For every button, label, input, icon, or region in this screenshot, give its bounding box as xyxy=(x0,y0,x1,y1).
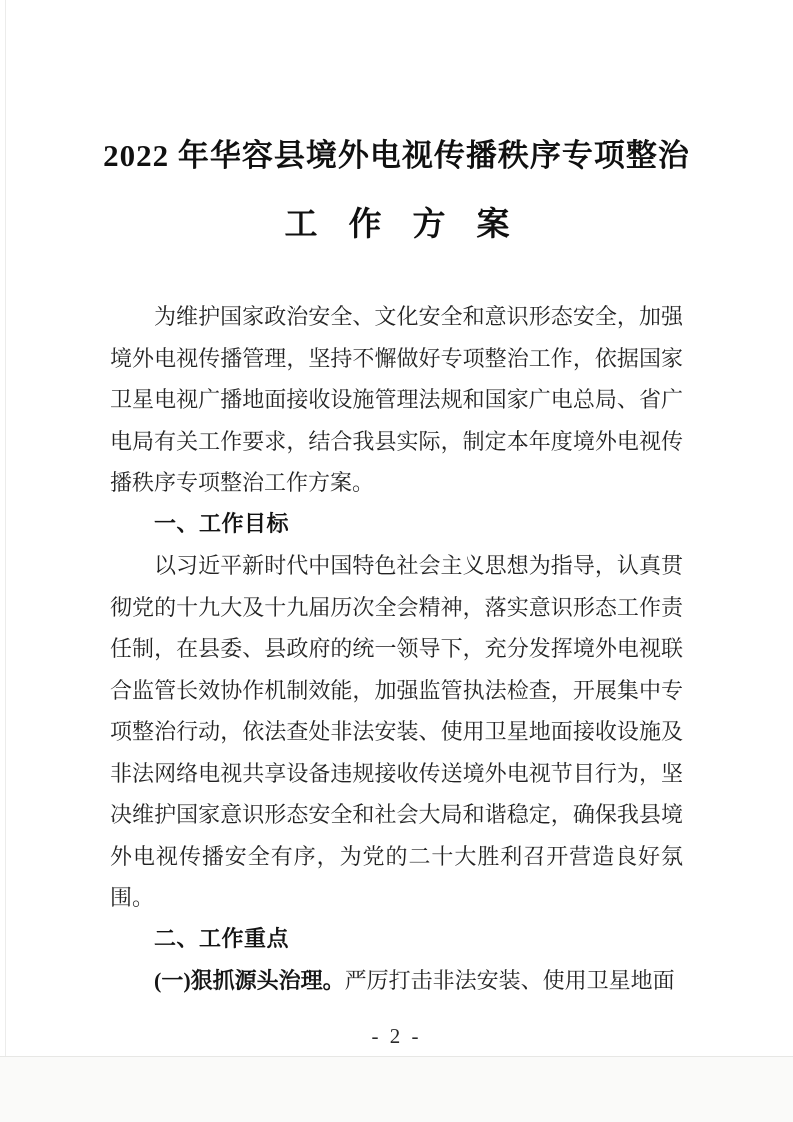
scan-bottom-edge xyxy=(0,1056,793,1122)
page-number: - 2 - xyxy=(371,1024,422,1048)
section1-heading: 一、工作目标 xyxy=(154,511,290,537)
intro-paragraph: 为维护国家政治安全、文化安全和意识形态安全，加强境外电视传播管理，坚持不懈做好专项整治工作，依据国家卫星电视广播地面接收设施管理法规和国家广电总局、省广电局有关工作要求，结合我县实际，制定本年度境外电视传播秩序专项整治工作方案。 xyxy=(110,304,683,495)
document-title-line1: 2022 年华容县境外电视传播秩序专项整治 xyxy=(103,138,690,173)
section1-paragraph: 以习近平新时代中国特色社会主义思想为指导，认真贯彻党的十九大及十九届历次全会精神，落实意识形态工作责任制，在县委、县政府的统一领导下，充分发挥境外电视联合监管长效协作机制效能，加强监管执法检查，开展集中专项整治行动，依法查处非法安装、使用卫星地面接收设施及非法网络电视共享设备违规接收传送境外电视节目行为，坚决维护国家意识形态安全和社会大局和谐稳定，确保我县境外电视传播安全有序，为党的二十大胜利召开营造良好氛围。 xyxy=(110,553,683,910)
document-body xyxy=(110,296,683,1002)
section2-heading: 二、工作重点 xyxy=(154,926,290,952)
document-title-line2: 工作方案 xyxy=(284,207,541,243)
item1-paragraph xyxy=(110,960,683,1002)
item1-text: 严厉打击非法安装、使用卫星地面 xyxy=(344,968,675,993)
item1-label: (一)狠抓源头治理。 xyxy=(154,968,345,993)
